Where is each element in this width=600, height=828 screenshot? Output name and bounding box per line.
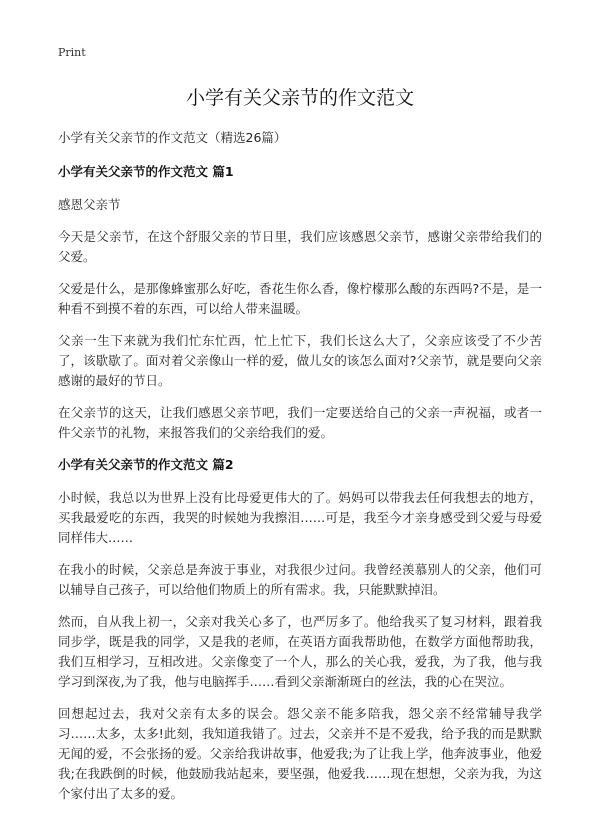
section-heading: 小学有关父亲节的作文范文 篇2 xyxy=(58,457,234,472)
paragraph: 然而，自从我上初一，父亲对我关心多了，也严厉多了。他给我买了复习材料，跟着我同步学，既是我的同学，又是我的老师，在英语方面我帮助他，在数学方面他帮助我，我们互相学习，互相改进。父亲像变了一个人，那么的关心我，爱我，为了我，他与我学习到深夜,为了我，他与电脑挥手……看到父亲渐渐斑白的丝法，我的心在哭泣。 xyxy=(58,614,542,689)
section-heading: 小学有关父亲节的作文范文 篇1 xyxy=(58,164,234,179)
paragraph: 回想起过去，我对父亲有太多的误会。怨父亲不能多陪我，怨父亲不经常辅导我学习……太多，太多!此刻，我知道我错了。过去，父亲并不是不爱我，给予我的而是默默无闻的爱，不会张扬的爱。父亲给我讲故事，他爱我;为了让我上学，他奔波事业，他爱我;在我跌倒的时候，他鼓励我站起来，要坚强，他爱我……现在想想，父亲为我，为这个家付出了太多的爱。 xyxy=(58,706,542,801)
paragraph: 在我小的时候，父亲总是奔波于事业，对我很少过问。我曾经羡慕别人的父亲，他们可以辅导自己孩子，可以给他们物质上的所有需求。我，只能默默掉泪。 xyxy=(58,562,542,597)
paragraph: 小时候，我总以为世界上没有比母爱更伟大的了。妈妈可以带我去任何我想去的地方，买我最爱吃的东西，我哭的时候她为我擦泪……可是，我至今才亲身感受到父爱与母爱同样伟大…… xyxy=(58,490,542,545)
section-1 xyxy=(58,162,542,443)
paragraph: 父爱是什么，是那像蜂蜜那么好吃，香花生你么香，像柠檬那么酸的东西吗?不是，是一种看不到摸不着的东西，可以给人带来温暖。 xyxy=(58,281,542,316)
paragraph: 今天是父亲节，在这个舒服父亲的节日里，我们应该感恩父亲节，感谢父亲带给我们的父爱。 xyxy=(58,229,542,264)
paragraph: 父亲一生下来就为我们忙东忙西，忙上忙下，我们长这么大了，父亲应该受了不少苦了，该歇歇了。面对着父亲像山一样的爱，做儿女的该怎么面对?父亲节，就是要向父亲感谢的最好的节日。 xyxy=(58,333,542,388)
document-title: 小学有关父亲节的作文范文 xyxy=(185,87,414,109)
section-2 xyxy=(58,455,542,804)
paragraph: 感恩父亲节 xyxy=(58,197,121,212)
print-label[interactable]: Print xyxy=(58,46,86,59)
paragraph: 在父亲节的这天，让我们感恩父亲节吧，我们一定要送给自己的父亲一声祝福，或者一件父亲节的礼物，来报答我们的父亲给我们的爱。 xyxy=(58,405,542,440)
document-subtitle: 小学有关父亲节的作文范文（精选26篇） xyxy=(58,130,287,145)
